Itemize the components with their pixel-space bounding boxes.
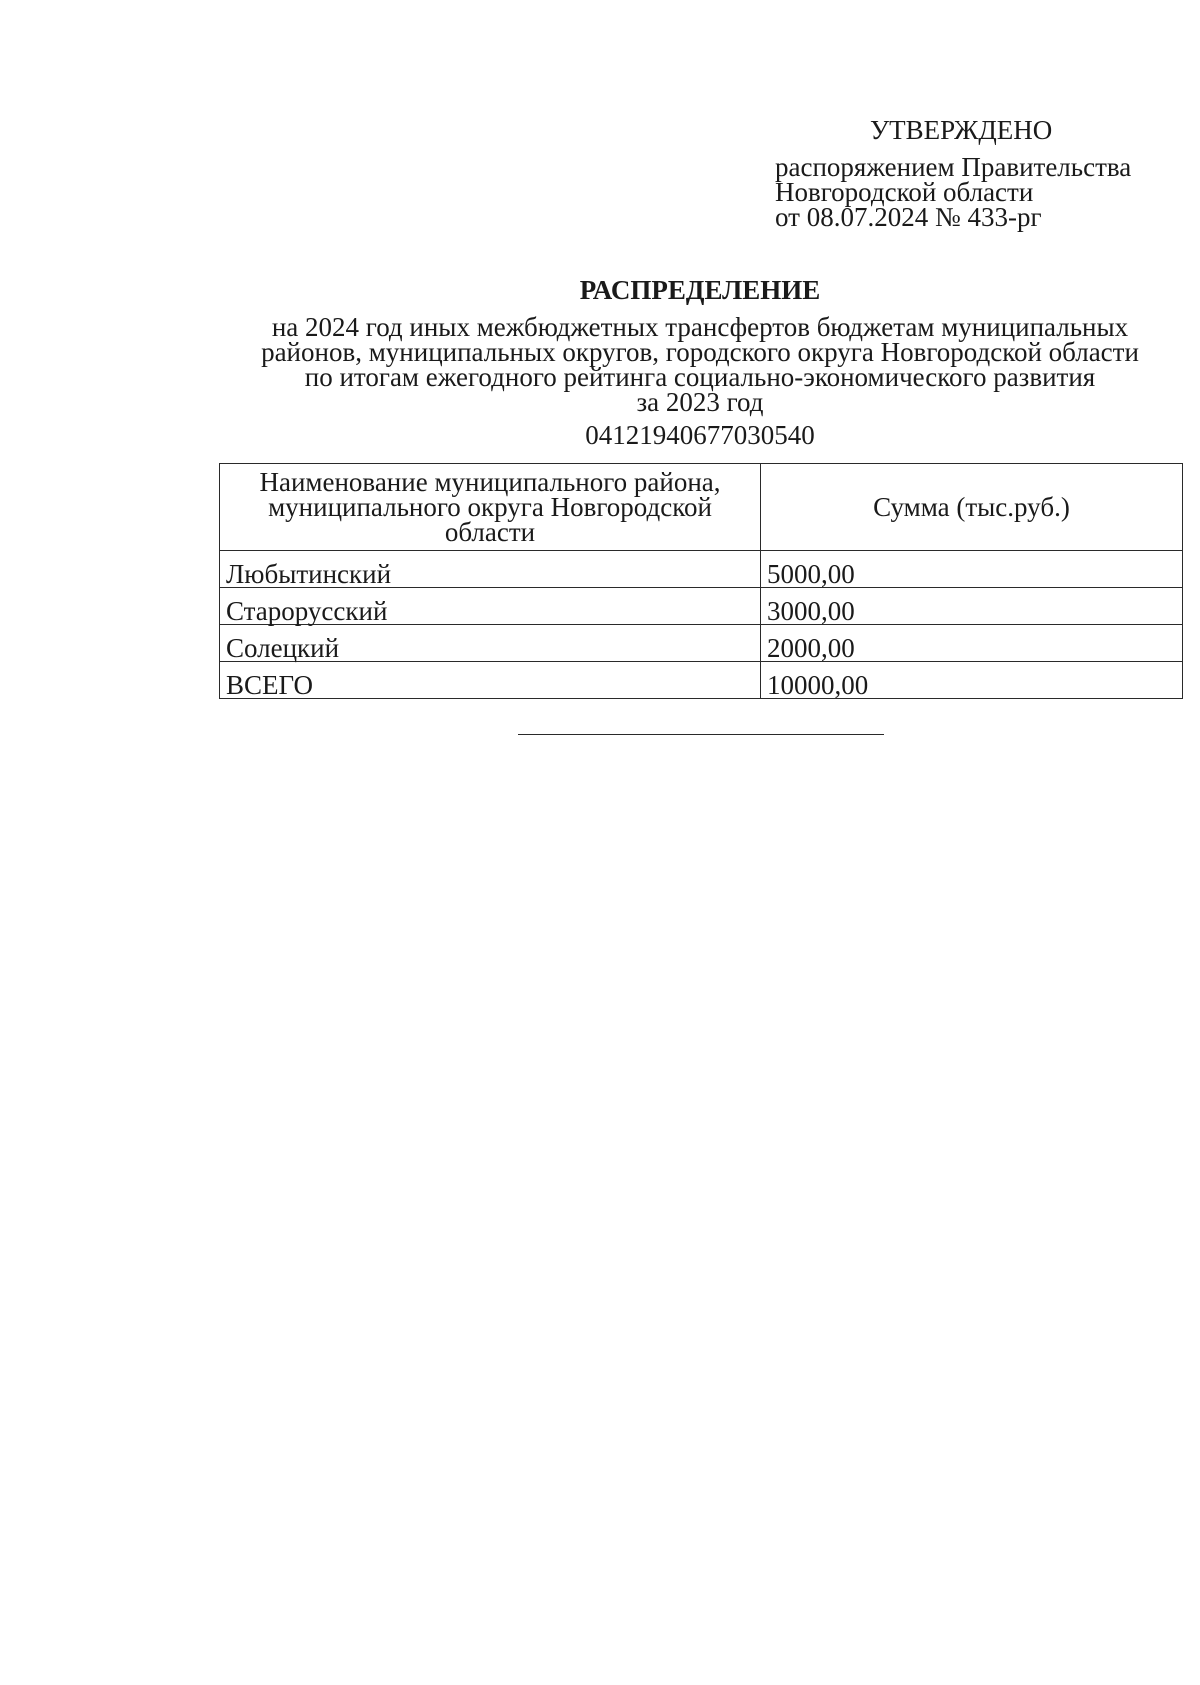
approval-date-number-line: от 08.07.2024 № 433-рг [775,202,1042,232]
subtitle-line-4: за 2023 год [636,387,764,417]
table-total-row [220,662,1183,699]
total-label-cell: ВСЕГО [220,662,761,699]
row-amount-cell: 5000,00 [761,551,1183,588]
distribution-table [219,463,1183,699]
subtitle-line-1: на 2024 год иных межбюджетных трансфертов бюджетам муниципальных [271,312,1129,342]
approval-region-line: Новгородской области [775,177,1034,207]
approved-label: УТВЕРЖДЕНО [870,115,1053,145]
total-amount-cell: 10000,00 [761,662,1183,699]
row-name-cell: Солецкий [220,625,761,662]
subtitle-line-3: по итогам ежегодного рейтинга социально-экономического развития [304,362,1096,392]
row-name-cell: Любытинский [220,551,761,588]
column-header-amount: Сумма (тыс.руб.) [761,464,1183,551]
table-row [220,625,1183,662]
document-code: 04121940677030540 [585,420,815,450]
table-header-row [220,464,1183,551]
row-name-cell: Старорусский [220,588,761,625]
column-header-name: Наименование муниципального района, муниципального округа Новгородской области [220,464,761,551]
approval-authority-line: распоряжением Правительства [775,152,1132,182]
document-title: РАСПРЕДЕЛЕНИЕ [579,275,821,305]
subtitle-line-2: районов, муниципальных округов, городского округа Новгородской области [261,337,1139,367]
end-of-document-divider [518,734,884,735]
document-heading [200,275,1200,450]
row-amount-cell: 2000,00 [761,625,1183,662]
table-row [220,551,1183,588]
row-amount-cell: 3000,00 [761,588,1183,625]
approval-stamp [775,115,1175,232]
table-row [220,588,1183,625]
